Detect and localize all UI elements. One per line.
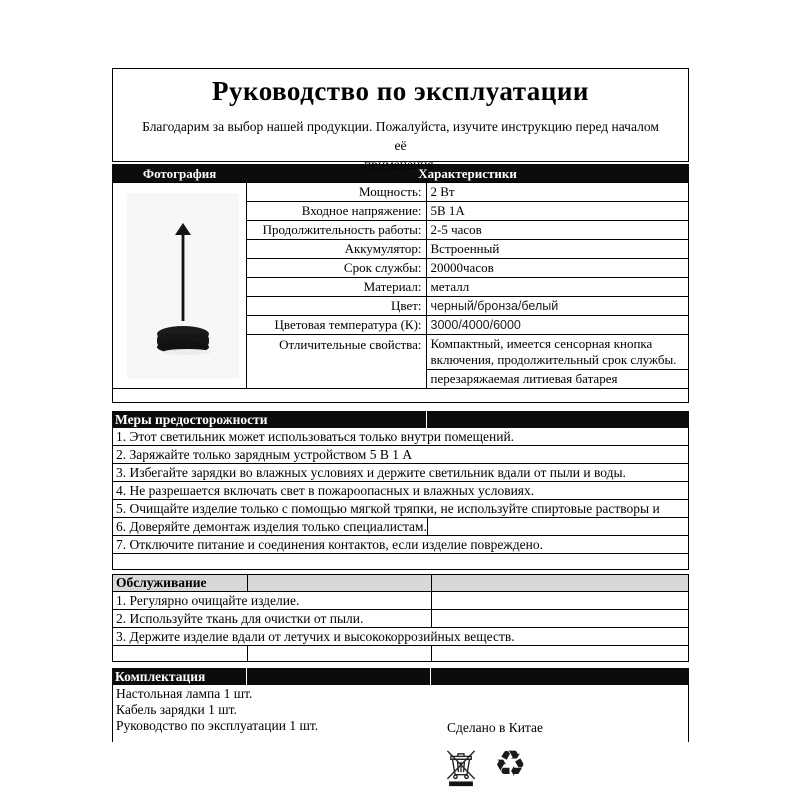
intro-line-1: Благодарим за выбор нашей продукции. Пожалуйста, изучите инструкцию перед началом её: [142, 119, 659, 153]
empty-cell: [432, 592, 688, 609]
page-title: Руководство по эксплуатации: [212, 76, 589, 106]
spec-table-empty-row: [112, 389, 689, 403]
spec-label: Продолжительность работы:: [247, 221, 426, 240]
package-item: Кабель зарядки 1 шт.: [116, 702, 237, 717]
empty-cell: [432, 646, 688, 661]
empty-row: [112, 554, 689, 570]
title-box: [112, 68, 689, 172]
empty-cell: [248, 646, 432, 661]
package-header-bar: [112, 668, 689, 685]
header-bar-empty-cell: [247, 668, 431, 685]
precaution-item: 1. Этот светильник может использоваться только внутри помещений.: [112, 428, 689, 446]
spec-table: [112, 164, 689, 389]
spec-value: 3000/4000/6000: [426, 316, 688, 335]
maintenance-section: [112, 574, 689, 662]
spec-label: Отличительные свойства:: [247, 335, 426, 389]
spec-label: Аккумулятор:: [247, 240, 426, 259]
spec-value: Встроенный: [426, 240, 688, 259]
section-header: Комплектация: [112, 668, 247, 685]
spec-label: Срок службы:: [247, 259, 426, 278]
empty-row: [112, 646, 689, 662]
precaution-item: 2. Заряжайте только зарядным устройством 5 В 1 А: [112, 446, 689, 464]
section-header: Обслуживание: [113, 575, 248, 591]
made-in-label: Сделано в Китае: [447, 720, 543, 735]
spec-value: 20000часов: [426, 259, 688, 278]
empty-cell: [113, 646, 248, 661]
package-item: Руководство по эксплуатации 1 шт.: [116, 718, 319, 733]
spec-label: Материал:: [247, 278, 426, 297]
empty-cell: [432, 610, 688, 627]
precaution-item-text: 6. Доверяйте демонтаж изделия только специалистам.: [113, 518, 428, 535]
maintenance-header-bar: [112, 574, 689, 592]
maintenance-item-text: 1. Регулярно очищайте изделие.: [113, 592, 432, 609]
product-photo: [127, 193, 239, 379]
weee-crossed-bin-icon: [444, 746, 478, 788]
photo-column-header: Фотография: [113, 165, 247, 183]
package-item: Настольная лампа 1 шт.: [116, 686, 253, 701]
precaution-item: 3. Избегайте зарядки во влажных условиях и держите светильник вдали от пыли и воды.: [112, 464, 689, 482]
specs-column-header: Характеристики: [247, 165, 689, 183]
header-bar-empty-cell: [432, 575, 688, 591]
spec-value: 2 Вт: [426, 183, 688, 202]
precaution-item: [112, 518, 689, 536]
recycling-icon: ♻: [494, 744, 527, 785]
spec-label: Цветовая температура (К):: [247, 316, 426, 335]
compliance-icons: [444, 746, 689, 790]
spec-value: перезаряжаемая литиевая батарея: [426, 370, 688, 389]
precautions-header-bar: [112, 411, 689, 428]
maintenance-item: 3. Держите изделие вдали от летучих и высококоррозийных веществ.: [112, 628, 689, 646]
maintenance-item: [112, 592, 689, 610]
precaution-item: 4. Не разрешается включать свет в пожароопасных и влажных условиях.: [112, 482, 689, 500]
spec-value: 5В 1А: [426, 202, 688, 221]
manual-document: [112, 68, 689, 790]
package-contents: [112, 685, 689, 742]
header-bar-empty-cell: [431, 668, 689, 685]
product-photo-cell: [113, 183, 247, 389]
intro-line-2: применения.: [364, 157, 437, 172]
spec-row: [113, 183, 689, 202]
table-lamp-image: [137, 201, 229, 371]
precaution-item: 5. Очищайте изделие только с помощью мягкой тряпки, не используйте спиртовые растворы и: [112, 500, 689, 518]
empty-cell: [428, 518, 688, 535]
maintenance-item: [112, 610, 689, 628]
spec-label: Цвет:: [247, 297, 426, 316]
spec-value: Компактный, имеется сенсорная кнопка включения, продолжительный срок службы.: [426, 335, 688, 370]
spec-label: Входное напряжение:: [247, 202, 426, 221]
spec-label: Мощность:: [247, 183, 426, 202]
spec-value: металл: [426, 278, 688, 297]
spec-value: черный/бронза/белый: [426, 297, 688, 316]
header-bar-empty-cell: [427, 411, 689, 428]
section-header: Меры предосторожности: [112, 411, 427, 428]
header-bar-empty-cell: [248, 575, 432, 591]
package-section: [112, 668, 689, 742]
precautions-section: [112, 411, 689, 570]
precaution-item: 7. Отключите питание и соединения контактов, если изделие повреждено.: [112, 536, 689, 554]
maintenance-item-text: 2. Используйте ткань для очистки от пыли.: [113, 610, 432, 627]
spec-value: 2-5 часов: [426, 221, 688, 240]
